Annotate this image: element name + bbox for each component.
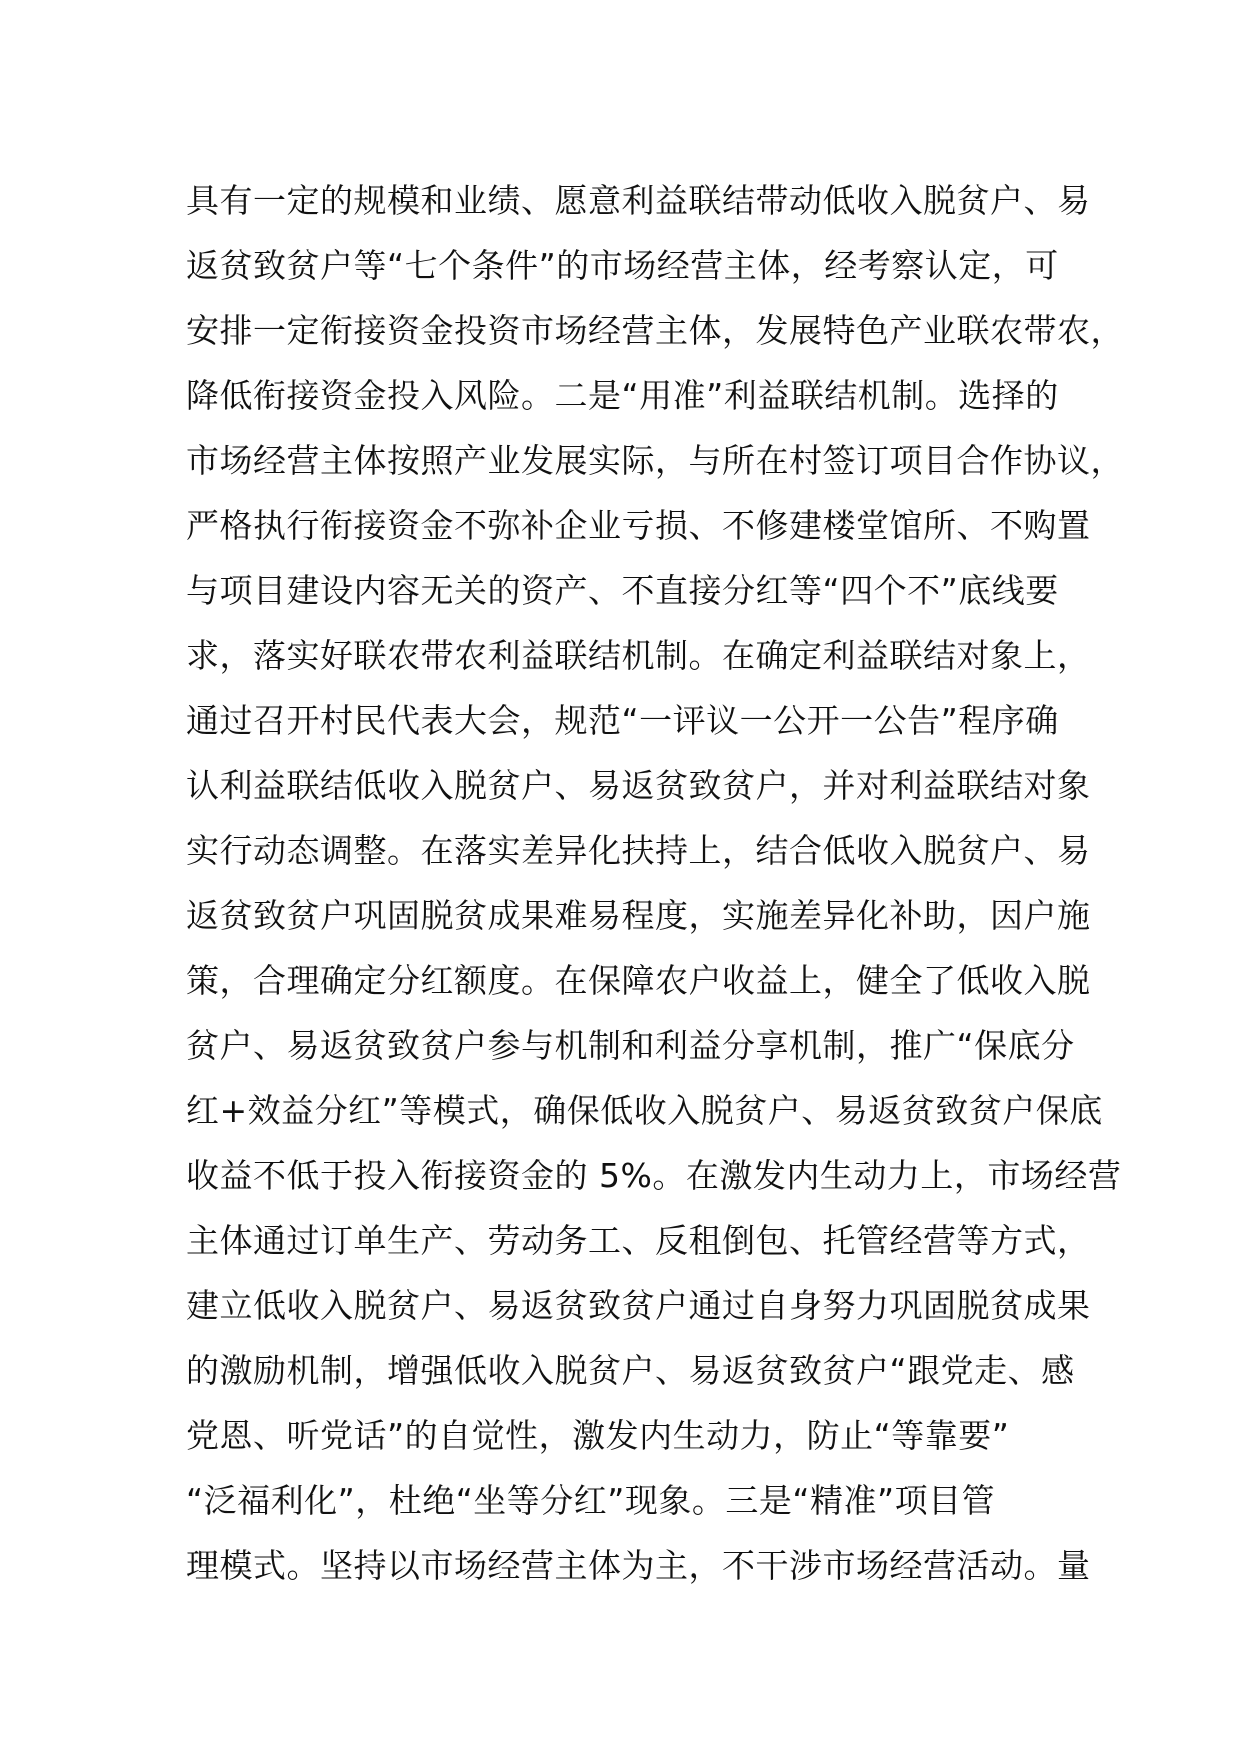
text-line: 具有一定的规模和业绩、愿意利益联结带动低收入脱贫户、易	[186, 181, 1091, 220]
text-line: “泛福利化”，杜绝“坐等分红”现象。三是“精准”项目管	[186, 1481, 996, 1520]
text-line: 的激励机制，增强低收入脱贫户、易返贫致贫户“跟党走、感	[186, 1351, 1075, 1390]
text-line: 返贫致贫户等“七个条件”的市场经营主体，经考察认定，可	[186, 246, 1059, 285]
text-line: 严格执行衔接资金不弥补企业亏损、不修建楼堂馆所、不购置	[186, 506, 1091, 545]
text-line: 通过召开村民代表大会，规范“一评议一公开一公告”程序确	[186, 701, 1059, 740]
text-line: 红+效益分红”等模式，确保低收入脱贫户、易返贫致贫户保底	[186, 1091, 1103, 1130]
text-line: 市场经营主体按照产业发展实际，与所在村签订项目合作协议，	[186, 441, 1124, 480]
body-text	[186, 168, 1124, 1598]
text-line: 安排一定衔接资金投资市场经营主体，发展特色产业联农带农，	[186, 311, 1124, 350]
text-line: 收益不低于投入衔接资金的 5%。在激发内生动力上，市场经营	[186, 1156, 1122, 1195]
text-line: 降低衔接资金投入风险。二是“用准”利益联结机制。选择的	[186, 376, 1059, 415]
text-line: 策，合理确定分红额度。在保障农户收益上，健全了低收入脱	[186, 961, 1091, 1000]
text-line: 党恩、听党话”的自觉性，激发内生动力，防止“等靠要”	[186, 1416, 1010, 1455]
text-line: 实行动态调整。在落实差异化扶持上，结合低收入脱贫户、易	[186, 831, 1091, 870]
text-line: 贫户、易返贫致贫户参与机制和利益分享机制，推广“保底分	[186, 1026, 1075, 1065]
text-line: 建立低收入脱贫户、易返贫致贫户通过自身努力巩固脱贫成果	[186, 1286, 1091, 1325]
text-line: 与项目建设内容无关的资产、不直接分红等“四个不”底线要	[186, 571, 1059, 610]
text-line: 返贫致贫户巩固脱贫成果难易程度，实施差异化补助，因户施	[186, 896, 1091, 935]
text-line: 求，落实好联农带农利益联结机制。在确定利益联结对象上，	[186, 636, 1091, 675]
text-line: 认利益联结低收入脱贫户、易返贫致贫户，并对利益联结对象	[186, 766, 1091, 805]
text-line: 理模式。坚持以市场经营主体为主，不干涉市场经营活动。量	[186, 1546, 1091, 1585]
text-line: 主体通过订单生产、劳动务工、反租倒包、托管经营等方式，	[186, 1221, 1091, 1260]
